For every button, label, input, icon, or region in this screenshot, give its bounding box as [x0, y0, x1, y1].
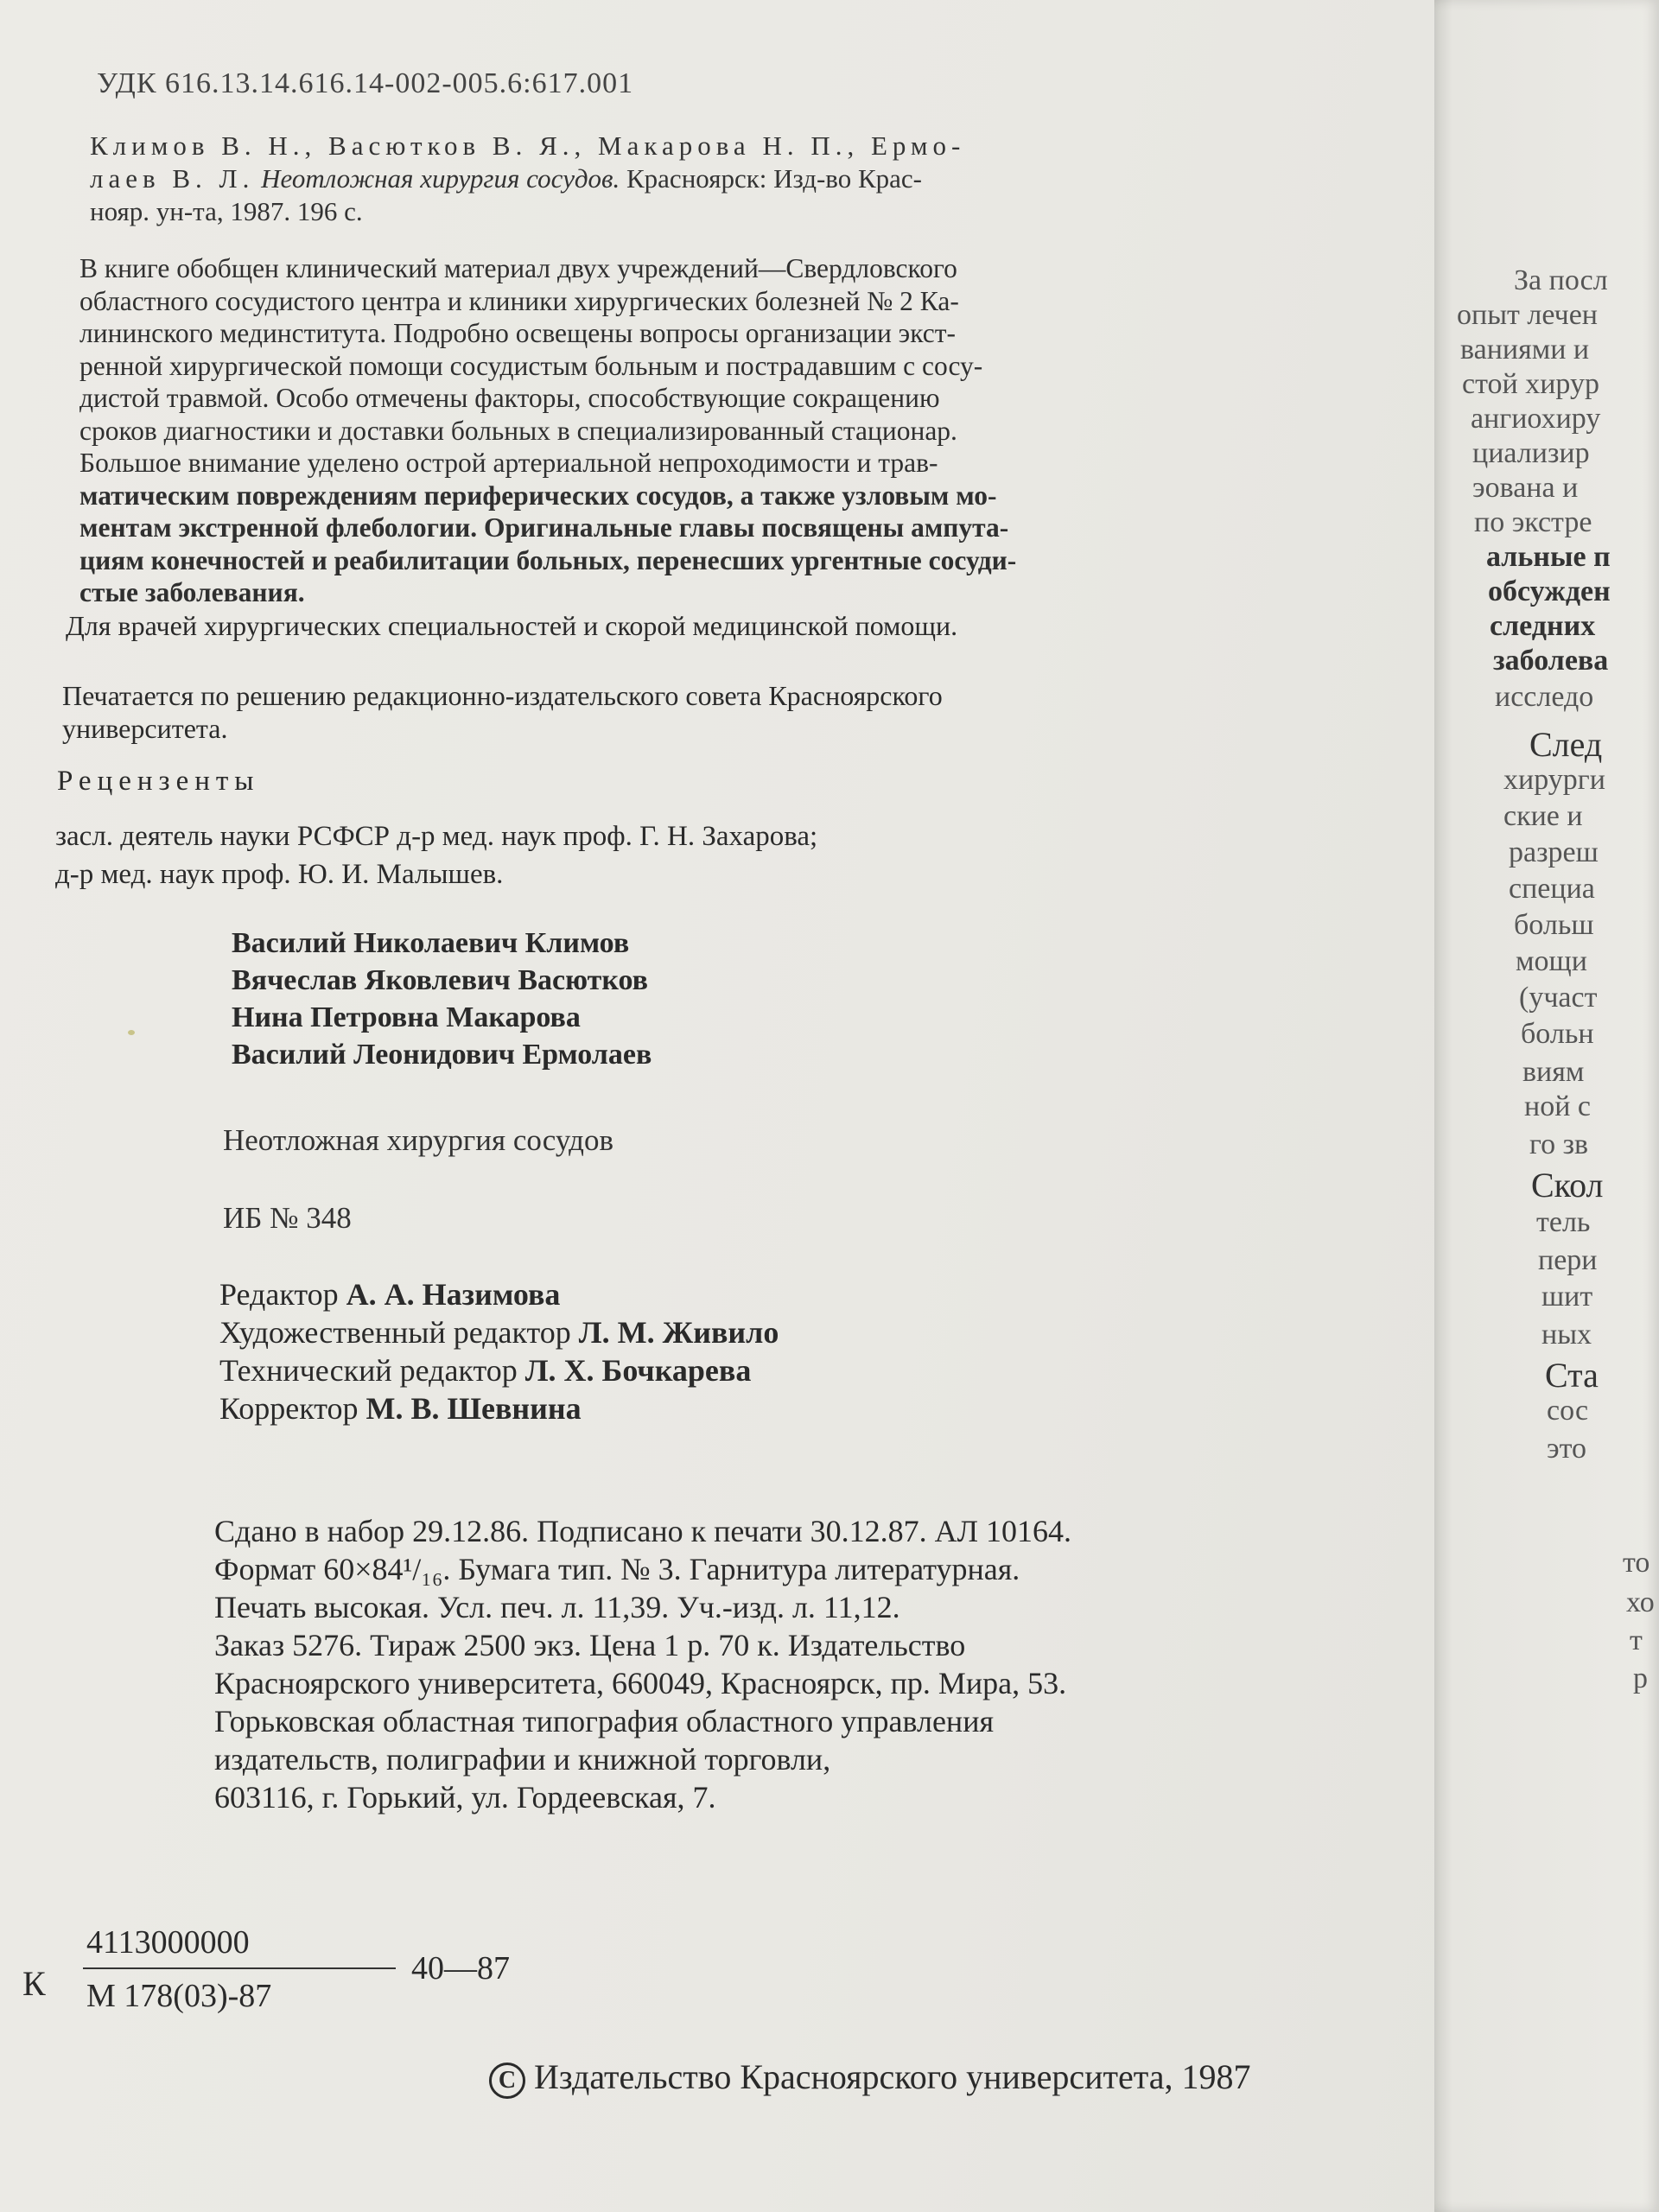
reviewers-heading: Рецензенты: [57, 766, 260, 797]
biblio-authors-line: Климов В. Н., Васютков В. Я., Макарова Н. П., Ермо-: [90, 130, 966, 161]
reviewer-line: засл. деятель науки РСФСР д-р мед. наук проф. Г. Н. Захарова;: [55, 821, 818, 852]
annotation-line: матическим повреждениям периферических сосудов, а также узловым мо-: [79, 480, 997, 511]
staff-row: [219, 1351, 779, 1389]
print-decision: [62, 679, 943, 745]
staff-name: Л. Х. Бочкарева: [524, 1353, 752, 1388]
next-page-fragment: След: [1529, 725, 1603, 764]
bibliographic-record: [90, 130, 1351, 228]
next-page-fragment: ские и: [1503, 800, 1583, 832]
next-page-fragment: альные п: [1486, 541, 1611, 573]
imprint-line: Горьковская областная типография областного управления: [214, 1704, 995, 1738]
next-page-fragment: хирурги: [1503, 764, 1605, 796]
index-denominator: М 178(03)-87: [86, 1978, 272, 2014]
staff-row: [219, 1313, 779, 1351]
next-page-fragment: исследо: [1495, 681, 1594, 713]
copyright-line: [489, 2056, 1250, 2099]
imprint-line: Сдано в набор 29.12.86. Подписано к печати 30.12.87. АЛ 10164.: [214, 1514, 1072, 1548]
biblio-author-last: лаев В. Л.: [90, 163, 255, 194]
next-page-fragment: шит: [1541, 1281, 1593, 1313]
next-page-fragment: больш: [1514, 909, 1594, 941]
next-page-fragment: стой хирур: [1462, 368, 1599, 400]
imprint-line: Красноярского университета, 660049, Красноярск, пр. Мира, 53.: [214, 1666, 1067, 1700]
author-name: Вячеслав Яковлевич Васютков: [232, 964, 648, 996]
annotation-line: дистой травмой. Особо отмечены факторы, способствующие сокращению: [79, 383, 940, 413]
index-suffix: 40—87: [411, 1950, 510, 1986]
next-page-fragment: специа: [1509, 873, 1595, 905]
next-page-fragment: За посл: [1514, 264, 1608, 296]
authors-full-names: [232, 925, 652, 1073]
next-page-fragment: ваниями и: [1460, 334, 1590, 365]
imprint-line: издательств, полиграфии и книжной торговли,: [214, 1742, 831, 1777]
staff-role: Технический редактор: [219, 1353, 518, 1388]
next-page-fragment: сос: [1547, 1395, 1589, 1427]
reviewer-line: д-р мед. наук проф. Ю. И. Малышев.: [55, 859, 504, 890]
next-page-fragment: виям: [1522, 1056, 1585, 1088]
annotation: [79, 252, 1376, 609]
annotation-line: В книге обобщен клинический материал двух учреждений—Свердловского: [79, 253, 957, 283]
next-page-edge: [1434, 0, 1659, 2212]
next-page-fragment: то: [1623, 1547, 1650, 1579]
annotation-line: ментам экстренной флебологии. Оригинальные главы посвящены ампута-: [79, 512, 1009, 543]
ib-number: ИБ № 348: [223, 1201, 352, 1235]
next-page-fragment: Скол: [1531, 1166, 1604, 1205]
index-letter: К: [22, 1964, 46, 2003]
biblio-line-2: [90, 162, 1351, 195]
next-page-fragment: т: [1630, 1624, 1643, 1656]
imprint-line: Заказ 5276. Тираж 2500 экз. Цена 1 р. 70 к. Издательство: [214, 1628, 966, 1662]
author-name: Василий Леонидович Ермолаев: [232, 1039, 652, 1071]
next-page-fragment: хо: [1626, 1586, 1655, 1618]
staff-name: А. А. Назимова: [346, 1277, 561, 1312]
next-page-fragment: ных: [1541, 1319, 1592, 1351]
biblio-title: Неотложная хирургия сосудов.: [261, 163, 620, 194]
reviewers-list: [55, 817, 817, 893]
author-name: Нина Петровна Макарова: [232, 1001, 581, 1033]
editorial-staff: [219, 1275, 779, 1427]
imprint-line: 603116, г. Горький, ул. Гордеевская, 7.: [214, 1780, 716, 1815]
imprint-line: Печать высокая. Усл. печ. л. 11,39. Уч.-изд. л. 11,12.: [214, 1590, 900, 1624]
biblio-publisher: Красноярск: Изд-во Крас-: [626, 163, 922, 194]
next-page-fragment: эована и: [1472, 472, 1579, 504]
staff-row: [219, 1275, 779, 1313]
staff-name: М. В. Шевнина: [365, 1391, 582, 1426]
annotation-line: лининского мединститута. Подробно освещены вопросы организации экст-: [79, 318, 956, 348]
next-page-fragment: пери: [1538, 1244, 1598, 1276]
staff-name: Л. М. Живило: [578, 1315, 779, 1350]
copyright-icon: C: [489, 2063, 525, 2099]
next-page-fragment: разреш: [1509, 836, 1599, 868]
next-page-fragment: это: [1547, 1433, 1587, 1465]
annotation-line: циям конечностей и реабилитации больных, перенесших ургентные сосуди-: [79, 544, 1017, 575]
imprint: [214, 1512, 1071, 1816]
annotation-line: сроков диагностики и доставки больных в специализированный стационар.: [79, 415, 957, 446]
copyright-text: Издательство Красноярского университета, 1987: [534, 2057, 1251, 2096]
staff-row: [219, 1389, 779, 1427]
next-page-fragment: по экстре: [1474, 506, 1592, 538]
next-page-fragment: Ста: [1545, 1356, 1599, 1395]
book-title: Неотложная хирургия сосудов: [223, 1123, 613, 1157]
next-page-fragment: тель: [1536, 1206, 1591, 1238]
next-page-fragment: мощи: [1516, 945, 1587, 977]
index-numerator: 4113000000: [86, 1924, 250, 1961]
annotation-line: областного сосудистого центра и клиники хирургических болезней № 2 Ка-: [79, 285, 959, 316]
next-page-fragment: заболева: [1493, 645, 1609, 677]
next-page-fragment: го зв: [1529, 1128, 1589, 1160]
next-page-fragment: (участ: [1519, 982, 1598, 1014]
staff-role: Редактор: [219, 1277, 339, 1312]
next-page-fragment: опыт лечен: [1457, 299, 1598, 331]
audience-note: Для врачей хирургических специальностей и скорой медицинской помощи.: [66, 610, 958, 641]
next-page-fragment: обсужден: [1488, 575, 1611, 607]
print-decision-line: университета.: [62, 713, 228, 744]
next-page-fragment: ангиохиру: [1471, 403, 1601, 435]
next-page-fragment: ной с: [1524, 1090, 1591, 1122]
next-page-fragment: следних: [1490, 610, 1596, 642]
staff-role: Корректор: [219, 1391, 359, 1426]
next-page-fragment: больн: [1521, 1018, 1594, 1050]
staff-role: Художественный редактор: [219, 1315, 571, 1350]
next-page-fragment: р: [1633, 1662, 1648, 1694]
annotation-line: Большое внимание уделено острой артериальной непроходимости и трав-: [79, 448, 938, 478]
index-fraction-rule: [83, 1967, 396, 1969]
annotation-line: стые заболевания.: [79, 577, 305, 607]
print-decision-line: Печатается по решению редакционно-издательского совета Красноярского: [62, 680, 943, 711]
author-name: Василий Николаевич Климов: [232, 927, 630, 959]
udk-code: УДК 616.13.14.616.14-002-005.6:617.001: [97, 67, 634, 99]
annotation-line: ренной хирургической помощи сосудистым больным и пострадавшим с сосу-: [79, 350, 983, 381]
paper-speck: [128, 1030, 135, 1035]
next-page-fragment: циализир: [1472, 437, 1590, 469]
imprint-line: Формат 60×84¹/₁₆. Бумага тип. № 3. Гарнитура литературная.: [214, 1552, 1020, 1586]
biblio-line-3: нояр. ун-та, 1987. 196 с.: [90, 196, 363, 226]
